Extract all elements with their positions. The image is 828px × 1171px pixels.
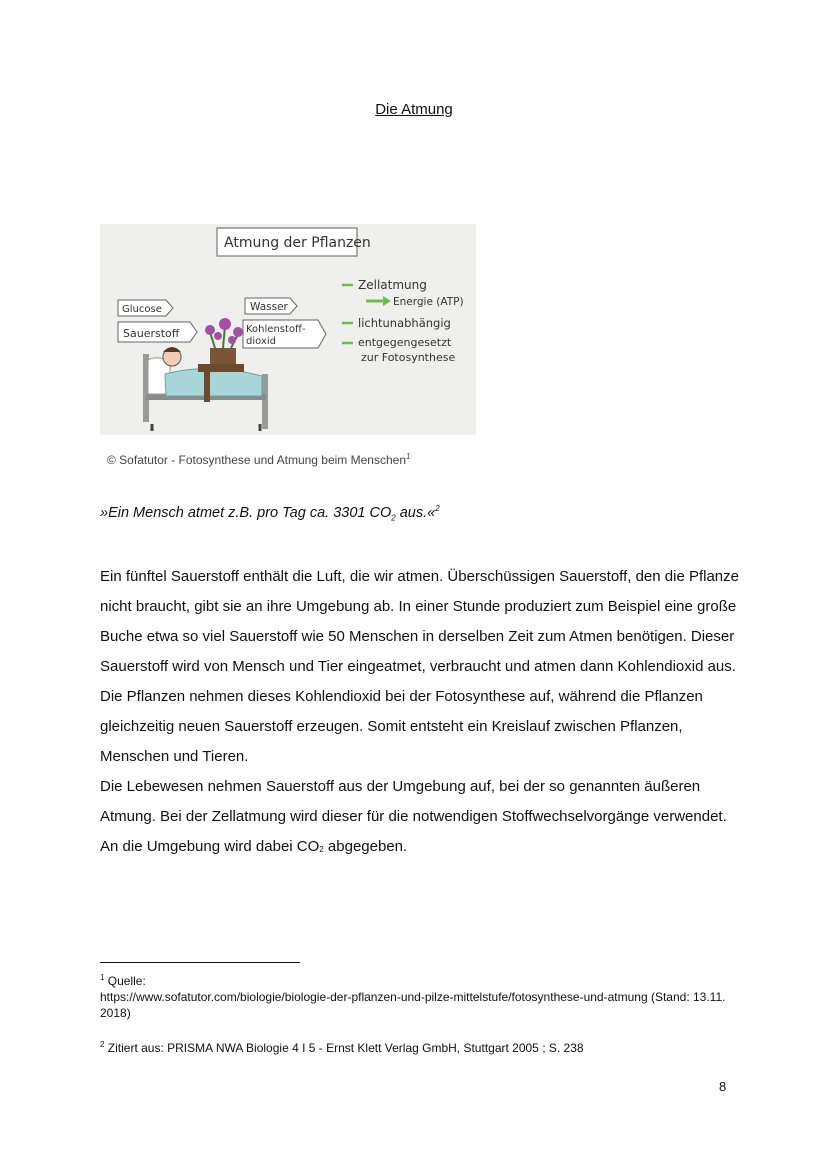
- paragraph-1: Ein fünftel Sauerstoff enthält die Luft, die wir atmen. Überschüssigen Sauerstoff, den die Pflanze nicht braucht, gibt sie an ihre Umgebung ab. In einer Stunde produziert zum Beispiel eine große Buche etwa so viel Sauerstoff wie 50 Menschen in derselben Zeit zum Atmen benötigen. Dieser Sauerstoff wird von Mensch und Tier eingeatmet, verbraucht und atmen dann Kohlendioxid aus. Die Pflanzen nehmen dieses Kohlendioxid bei der Fotosynthese auf, während die Pflanzen gleichzeitig neuen Sauerstoff erzeugen. Somit entsteht ein Kreislauf zwischen Pflanzen, Menschen und Tieren.: [100, 568, 739, 765]
- bullet-lichtunabhaengig: lichtunabhängig: [358, 316, 451, 330]
- quote-footnote-ref[interactable]: 2: [435, 504, 440, 513]
- bullet-zur-fotosynthese: zur Fotosynthese: [361, 351, 456, 364]
- quote-subscript: 2: [391, 513, 396, 523]
- paragraph-2-after: abgegeben.: [323, 838, 408, 855]
- paragraph-2-before: Die Lebewesen nehmen Sauerstoff aus der Umgebung auf, bei der so genannten äußeren Atmung. Bei der Zellatmung wird dieser für die notwendigen Stoffwechselvorgänge verwendet. An die Umgebung wird dabei CO: [100, 778, 727, 855]
- quote: [100, 504, 440, 523]
- sign-sauerstoff-label: Sauerstoff: [123, 327, 180, 340]
- bullet-energie: Energie (ATP): [393, 296, 464, 308]
- sign-wasser-label: Wasser: [250, 301, 288, 313]
- bullet-zellatmung: Zellatmung: [358, 278, 427, 292]
- paragraph-2-subscript: 2: [319, 845, 324, 854]
- caption-text: © Sofatutor - Fotosynthese und Atmung beim Menschen: [107, 453, 407, 467]
- body-text: [100, 562, 740, 864]
- footnote-2-text: Zitiert aus: PRISMA NWA Biologie 4 I 5 - Ernst Klett Verlag GmbH, Stuttgart 2005 ; S. 238: [104, 1041, 584, 1055]
- footnote-1: [100, 970, 730, 1021]
- board-title: Atmung der Pflanzen: [224, 235, 371, 251]
- footnote-divider: [100, 962, 300, 963]
- page-title: Die Atmung: [375, 101, 453, 118]
- illustration-svg: [100, 224, 476, 435]
- footnote-1-number: 1: [100, 973, 105, 982]
- page-number: 8: [719, 1079, 727, 1094]
- footnote-1-label: Quelle:: [104, 974, 146, 988]
- quote-text-before: »Ein Mensch atmet z.B. pro Tag ca. 3301 CO: [100, 504, 392, 521]
- illustration-atmung-der-pflanzen: [100, 224, 476, 435]
- quote-text-after: aus.«: [395, 504, 436, 521]
- footnote-1-link[interactable]: https://www.sofatutor.com/biologie/biologie-der-pflanzen-und-pilze-mittelstufe/fotosynthese-und-atmung (Stand: 13.11.2018): [100, 990, 726, 1020]
- caption-footnote-ref[interactable]: 1: [406, 452, 411, 461]
- sign-kohlenstoffdioxid-line2: dioxid: [246, 336, 276, 347]
- bullet-entgegengesetzt: entgegengesetzt: [358, 336, 452, 349]
- figure-caption: [107, 452, 410, 467]
- footnote-2: [100, 1037, 730, 1056]
- sign-kohlenstoffdioxid-line1: Kohlenstoff-: [246, 324, 306, 335]
- footnote-2-number: 2: [100, 1040, 105, 1049]
- sign-glucose-label: Glucose: [122, 304, 162, 315]
- paragraph-2: [100, 772, 740, 864]
